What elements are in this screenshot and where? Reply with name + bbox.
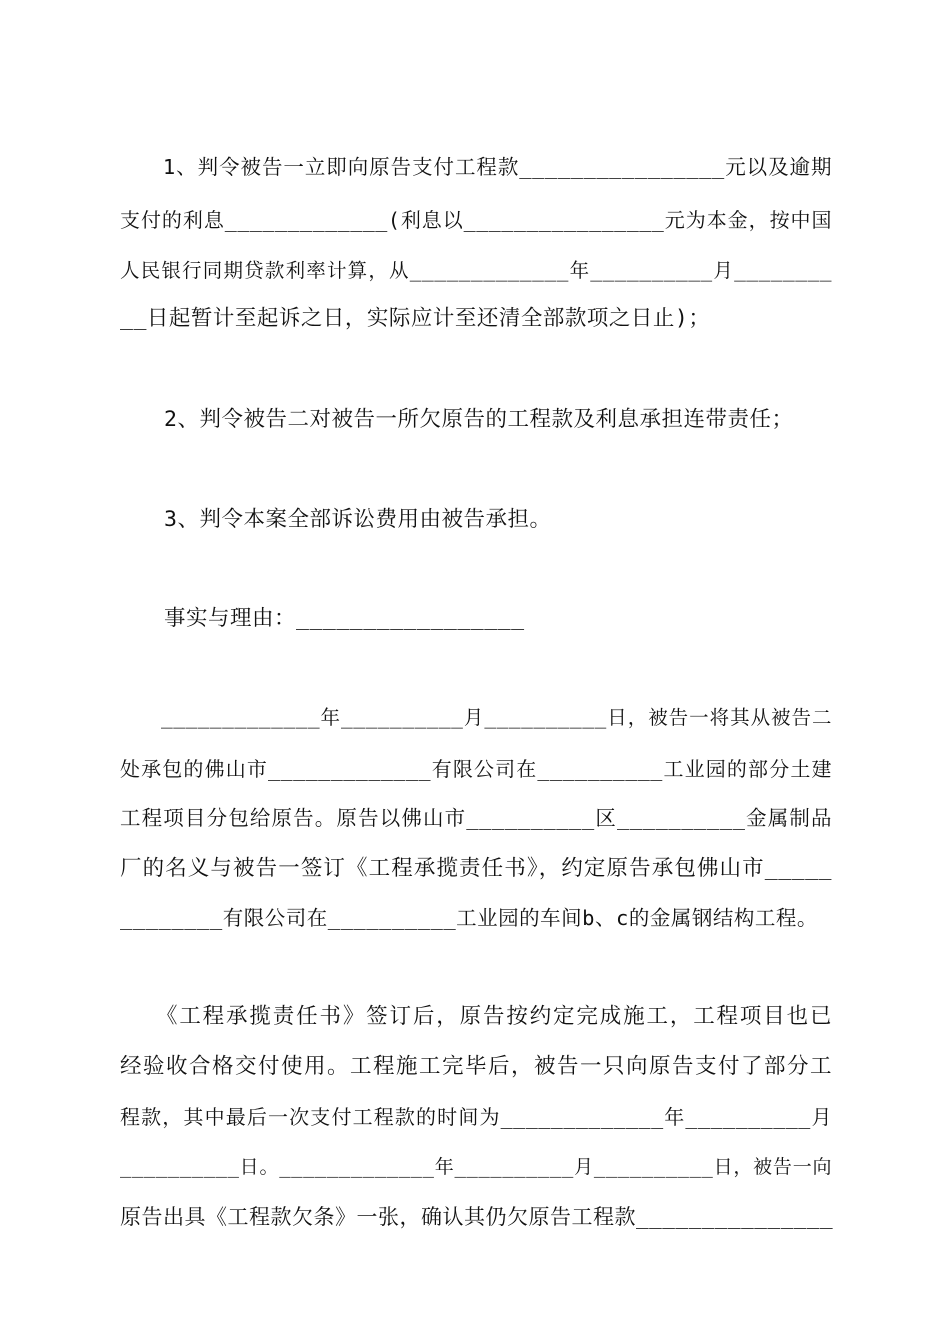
paragraph-5-line-5: ________有限公司在__________工业园的车间b、c的金属钢结构工程。 (120, 906, 818, 930)
paragraph-1-line-3: 人民银行同期贷款利率计算，从_____________年__________月________ (120, 259, 832, 282)
paragraph-1-line-2: 支付的利息_____________(利息以________________元为本金，按中国 (120, 208, 832, 232)
paragraph-5-line-4: 厂的名义与被告一签订《工程承揽责任书》，约定原告承包佛山市_____ (120, 856, 832, 881)
paragraph-3: 3、判令本案全部诉讼费用由被告承担。 (120, 507, 552, 532)
paragraph-1-line-1: 1、判令被告一立即向原告支付工程款________________元以及逾期 (120, 155, 832, 179)
paragraph-1-line-4: __日起暂计至起诉之日，实际应计至还清全部款项之日止)； (120, 306, 711, 331)
paragraph-6-line-4: __________日。_____________年__________月__________日，被告一向 (120, 1156, 832, 1178)
paragraph-2: 2、判令被告二对被告一所欠原告的工程款及利息承担连带责任； (120, 407, 794, 432)
paragraph-5-line-3: 工程项目分包给原告。原告以佛山市__________区__________金属制品 (120, 806, 832, 830)
paragraph-facts-heading: 事实与理由：_________________ (120, 606, 525, 631)
paragraph-5-line-2: 处承包的佛山市_____________有限公司在__________工业园的部分土建 (120, 757, 832, 781)
paragraph-6-line-5: 原告出具《工程款欠条》一张，确认其仍欠原告工程款_______________ (120, 1205, 834, 1229)
paragraph-5-line-1: _____________年__________月__________日，被告一将其从被告二 (120, 706, 832, 729)
paragraph-6-line-1: 《工程承揽责任书》签订后，原告按约定完成施工，工程项目也已 (120, 1004, 832, 1029)
paragraph-6-line-3: 程款，其中最后一次支付工程款的时间为_____________年__________月 (120, 1105, 832, 1129)
paragraph-6-line-2: 经验收合格交付使用。工程施工完毕后，被告一只向原告支付了部分工 (120, 1054, 832, 1079)
